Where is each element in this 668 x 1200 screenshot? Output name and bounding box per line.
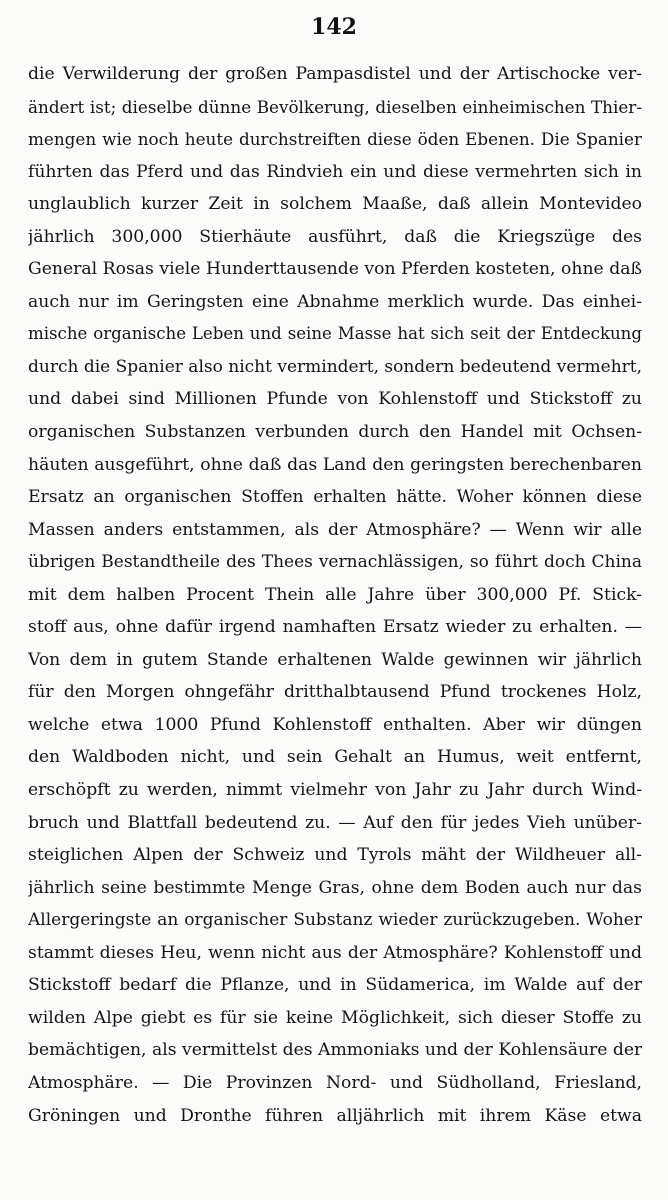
text-line: den Waldboden nicht, und sein Gehalt an Humus, weit entfernt, <box>28 747 642 768</box>
text-line: Gröningen und Dronthe führen alljährlich mit ihrem Käse etwa <box>28 1105 642 1126</box>
text-line: mische organische Leben und seine Masse hat sich seit der Entdeckung <box>28 324 642 344</box>
text-line: jährlich 300,000 Stierhäute ausführt, daß die Kriegszüge des <box>28 226 642 247</box>
text-line: mengen wie noch heute durchstreiften diese öden Ebenen. Die Spanier <box>28 129 642 150</box>
text-line: wilden Alpe giebt es für sie keine Möglichkeit, sich dieser Stoffe zu <box>28 1007 642 1028</box>
text-line: Allergeringste an organischer Substanz wieder zurückzugeben. Woher <box>28 910 642 931</box>
text-line: führten das Pferd und das Rindvieh ein und diese vermehrten sich in <box>28 161 642 182</box>
page-number: 142 <box>311 14 357 40</box>
text-line: General Rosas viele Hunderttausende von Pferden kosteten, ohne daß <box>28 259 642 280</box>
text-line: mit dem halben Procent Thein alle Jahre über 300,000 Pf. Stick- <box>28 584 642 605</box>
text-line: Massen anders entstammen, als der Atmosphäre? — Wenn wir alle <box>28 519 642 540</box>
text-line: Stickstoff bedarf die Pflanze, und in Südamerica, im Walde auf der <box>28 975 642 996</box>
text-line: durch die Spanier also nicht vermindert, sondern bedeutend vermehrt, <box>28 356 642 377</box>
text-line: stammt dieses Heu, wenn nicht aus der Atmosphäre? Kohlenstoff und <box>28 942 642 963</box>
text-line: Ersatz an organischen Stoffen erhalten hätte. Woher können diese <box>28 487 642 508</box>
body-text <box>28 58 642 1132</box>
text-line: bruch und Blattfall bedeutend zu. — Auf den für jedes Vieh unüber- <box>28 812 642 833</box>
text-line: Von dem in gutem Stande erhaltenen Walde gewinnen wir jährlich <box>28 649 642 670</box>
text-line: stoff aus, ohne dafür irgend namhaften Ersatz wieder zu erhalten. — <box>28 617 642 638</box>
text-line: Atmosphäre. — Die Provinzen Nord- und Südholland, Friesland, <box>28 1072 642 1093</box>
text-line: erschöpft zu werden, nimmt vielmehr von Jahr zu Jahr durch Wind- <box>28 780 642 801</box>
text-line: häuten ausgeführt, ohne daß das Land den geringsten berechenbaren <box>28 454 642 475</box>
text-line: welche etwa 1000 Pfund Kohlenstoff enthalten. Aber wir düngen <box>28 714 642 735</box>
text-line: auch nur im Geringsten eine Abnahme merklich wurde. Das einhei- <box>28 291 642 312</box>
text-line: übrigen Bestandtheile des Thees vernachlässigen, so führt doch China <box>28 552 642 573</box>
text-line: die Verwilderung der großen Pampasdistel und der Artischocke ver- <box>28 64 642 84</box>
text-line: bemächtigen, als vermittelst des Ammoniaks und der Kohlensäure der <box>28 1040 642 1061</box>
text-line: und dabei sind Millionen Pfunde von Kohlenstoff und Stickstoff zu <box>28 389 642 410</box>
text-line: unglaublich kurzer Zeit in solchem Maaße, daß allein Montevideo <box>28 194 642 215</box>
text-line: steiglichen Alpen der Schweiz und Tyrols mäht der Wildheuer all- <box>28 845 642 866</box>
text-line: jährlich seine bestimmte Menge Gras, ohne dem Boden auch nur das <box>28 877 642 898</box>
text-line: für den Morgen ohngefähr dritthalbtausend Pfund trockenes Holz, <box>28 682 642 703</box>
text-line: ändert ist; dieselbe dünne Bevölkerung, dieselben einheimischen Thier- <box>28 96 642 117</box>
text-line: organischen Substanzen verbunden durch den Handel mit Ochsen- <box>28 422 642 443</box>
